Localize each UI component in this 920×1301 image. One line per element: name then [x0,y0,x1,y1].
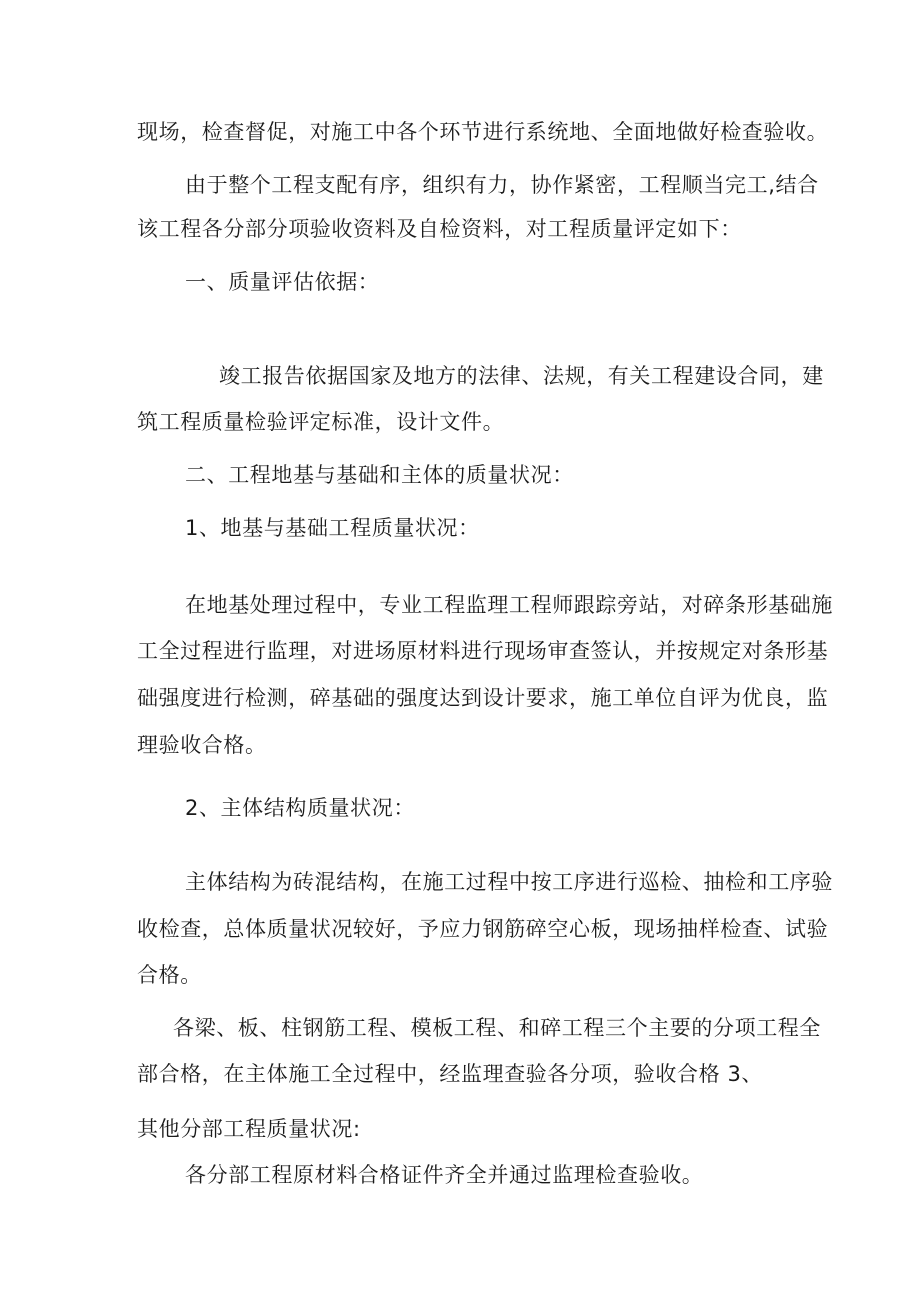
text-line: 工全过程进行监理，对进场原材料进行现场审查签认，并按规定对条形基 [137,639,829,663]
section-heading: 二、工程地基与基础和主体的质量状况： [185,463,574,487]
subsection-heading: 1、地基与基础工程质量状况： [185,516,480,540]
section-heading: 一、质量评估依据： [185,270,380,294]
text-line: 收检查，总体质量状况较好，予应力钢筋碎空心板，现场抽样检查、试验 [137,917,829,941]
text-line: 础强度进行检测，碎基础的强度达到设计要求，施工单位自评为优良，监 [137,686,829,710]
text-line: 竣工报告依据国家及地方的法律、法规，有关工程建设合同，建 [219,364,824,388]
text-line: 理验收合格。 [137,733,267,757]
subsection-heading: 其他分部工程质量状况: [137,1117,361,1141]
text-line: 主体结构为砖混结构，在施工过程中按工序进行巡检、抽检和工序验 [185,870,833,894]
text-line: 各梁、板、柱钢筋工程、模板工程、和碎工程三个主要的分项工程全 [173,1016,821,1040]
text-line: 筑工程质量检验评定标准，设计文件。 [137,410,505,434]
text-line: 现场，检查督促，对施工中各个环节进行系统地、全面地做好检查验收。 [137,120,829,144]
subsection-heading: 2、主体结构质量状况： [185,796,415,820]
text-line: 各分部工程原材料合格证件齐全并通过监理检查验收。 [185,1163,704,1187]
text-line: 在地基处理过程中，专业工程监理工程师跟踪旁站，对碎条形基础施 [185,593,833,617]
text-line: 该工程各分部分项验收资料及自检资料，对工程质量评定如下： [137,217,742,241]
text-line: 合格。 [137,963,202,987]
text-line: 由于整个工程支配有序，组织有力，协作紧密，工程顺当完工,结合 [185,173,819,197]
text-line: 部合格，在主体施工全过程中，经监理查验各分项，验收合格 3、 [137,1062,764,1086]
